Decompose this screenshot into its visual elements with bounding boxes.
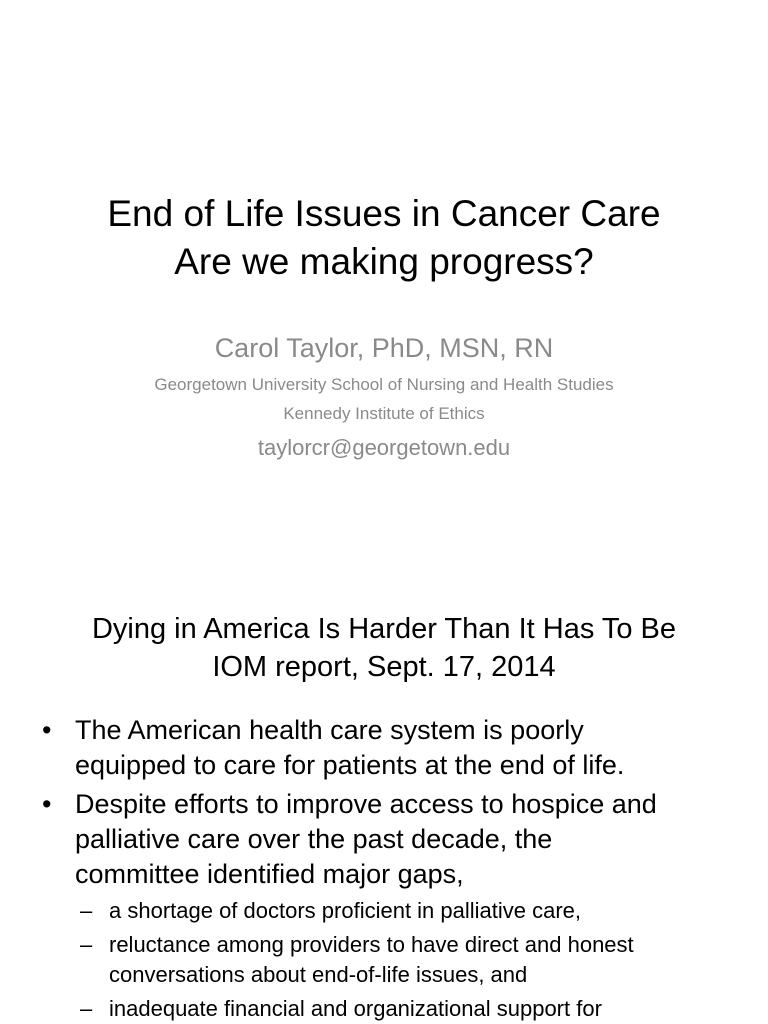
bullet-marker: •	[42, 715, 52, 745]
presentation-title	[0, 190, 768, 286]
affiliation-school: Georgetown University School of Nursing and Health Studies	[154, 375, 614, 394]
bullet-line: Despite efforts to improve access to hospice and	[75, 789, 657, 819]
author-name: Carol Taylor, PhD, MSN, RN	[214, 333, 554, 363]
sub-bullet-item	[0, 930, 768, 990]
bullet-line: The American health care system is poorly	[75, 715, 584, 745]
content-slide	[0, 576, 768, 1024]
bullet-item	[0, 787, 768, 892]
sub-bullet-marker: –	[80, 932, 93, 957]
sub-bullet-line: reluctance among providers to have direct and honest	[109, 932, 634, 957]
sub-bullet-marker: –	[80, 996, 93, 1021]
title-line-2: Are we making progress?	[174, 241, 594, 282]
author-email: taylorcr@georgetown.edu	[257, 435, 511, 460]
sub-bullet-line: conversations about end-of-life issues, and	[109, 962, 528, 987]
affiliation-institute: Kennedy Institute of Ethics	[283, 404, 485, 423]
slide-title	[0, 610, 768, 686]
bullet-list	[0, 713, 768, 1024]
bullet-marker: •	[42, 789, 52, 819]
sub-bullet-line: inadequate financial and organizational support for	[109, 996, 602, 1021]
bullet-line: equipped to care for patients at the end of life.	[75, 750, 625, 780]
sub-bullet-item	[0, 994, 768, 1024]
bullet-line: palliative care over the past decade, the	[75, 824, 553, 854]
sub-bullet-line: a shortage of doctors proficient in palliative care,	[109, 898, 582, 923]
slide-title-line-2: IOM report, Sept. 17, 2014	[212, 651, 556, 683]
bullet-line: committee identified major gaps,	[75, 859, 464, 889]
title-line-1: End of Life Issues in Cancer Care	[107, 193, 661, 234]
slide-title-line-1: Dying in America Is Harder Than It Has To Be	[91, 613, 677, 645]
sub-bullet-item	[0, 896, 768, 926]
sub-bullet-marker: –	[80, 898, 93, 923]
bullet-item	[0, 713, 768, 783]
